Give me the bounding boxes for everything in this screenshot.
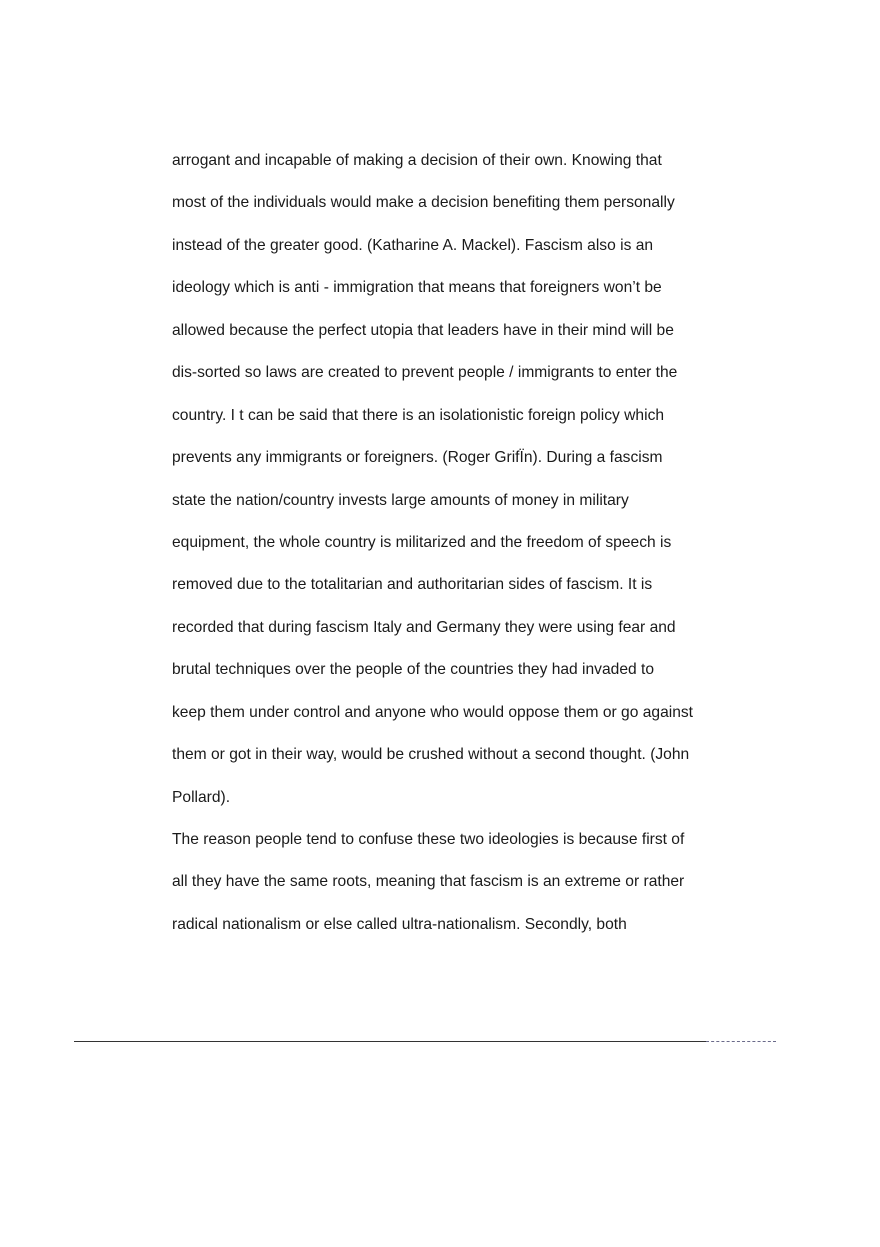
text-line: Pollard). [172,788,231,806]
text-line: arrogant and incapable of making a decision of their own. Knowing that [172,152,662,169]
text-line: recorded that during fascism Italy and Germany they were using fear and [172,618,676,636]
footer-divider [74,1041,706,1042]
text-line: brutal techniques over the people of the countries they had invaded to [172,661,655,679]
text-line: keep them under control and anyone who would oppose them or go against [172,703,694,721]
text-line: dis-sorted so laws are created to prevent people / immigrants to enter the [172,364,678,382]
text-line: prevents any immigrants or foreigners. (Roger GrifÏn). During a fascism [172,449,663,467]
text-line: state the nation/country invests large amounts of money in military [172,491,629,509]
text-line: instead of the greater good. (Katharine A. Mackel). Fascism also is an [172,236,654,254]
document-body [172,140,732,946]
footer-divider-dashed [706,1041,776,1043]
text-line: radical nationalism or else called ultra-nationalism. Secondly, both [172,915,627,933]
text-line: most of the individuals would make a decision benefiting them personally [172,194,675,212]
text-line: The reason people tend to confuse these two ideologies is because first of [172,831,685,848]
text-line: country. I t can be said that there is an isolationistic foreign policy which [172,406,665,424]
text-line: allowed because the perfect utopia that leaders have in their mind will be [172,321,674,339]
text-line: equipment, the whole country is militarized and the freedom of speech is [172,533,672,551]
text-line: ideology which is anti - immigration that means that foreigners won’t be [172,279,662,297]
text-line: removed due to the totalitarian and authoritarian sides of fascism. It is [172,576,653,594]
text-line: all they have the same roots, meaning that fascism is an extreme or rather [172,873,685,891]
text-line: them or got in their way, would be crushed without a second thought. (John [172,746,690,764]
